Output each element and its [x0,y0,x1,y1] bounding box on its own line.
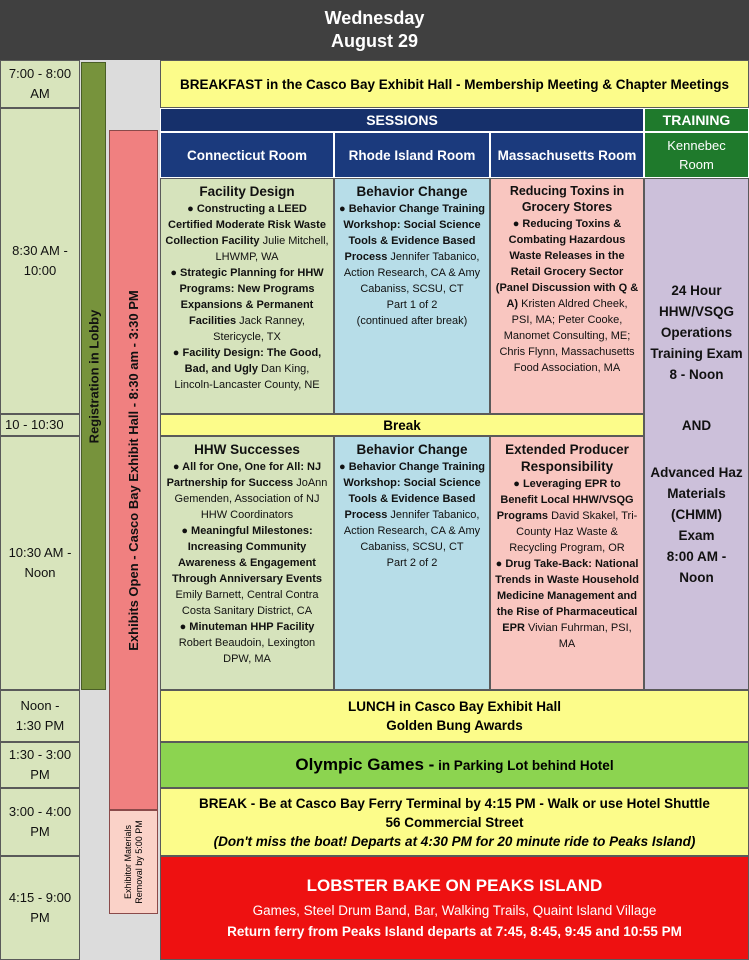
session-continued-note: (continued after break) [356,315,468,327]
time-label: 4:15 - 9:00 PM [8,890,72,925]
training-line: HHW/VSQG [658,304,734,319]
session-epr [490,436,644,690]
exhibitor-removal-box [109,810,158,914]
session-item [165,265,329,345]
training-and: AND [681,418,712,433]
session-hhw-successes [160,436,334,690]
room-label: Kennebec [667,138,726,153]
room-massachusetts [490,132,644,178]
exhibits-open-bar [109,130,158,810]
time-label: 8:30 AM - 10:00 [12,243,68,278]
talk-title: ● Strategic Planning for HHW Programs: New Programs Expansions & Permanent Facilities [170,267,324,327]
training-line: 8 - Noon [669,367,724,382]
talk-speaker: Julie Mitchell, LHWMP, WA [215,235,329,263]
ferry-warning: (Don't miss the boat! Departs at 4:30 PM for 20 minute ride to Peaks Island) [213,833,696,849]
olympic-games-row [160,742,749,788]
training-line: 24 Hour [671,283,722,298]
session-item [165,345,329,393]
session-item [339,459,485,555]
training-line: Exam [678,528,715,543]
talk-title: ● Meaningful Milestones: Increasing Community Awareness & Engagement Through Anniversary Events [172,525,322,585]
talk-title: ● Behavior Change Training Workshop: Social Science Tools & Evidence Based Process [339,203,486,263]
room-label: Rhode Island Room [348,147,476,163]
session-facility-design [160,178,334,414]
room-label: Room [679,157,714,172]
training-line: Advanced Haz [650,465,743,480]
training-line: 8:00 AM - [666,549,727,564]
session-item [495,216,639,376]
training-exam-block [644,178,749,690]
training-line: (CHMM) [671,507,722,522]
session-part: Part 1 of 2 [386,299,438,311]
session-behavior-change-1 [334,178,490,414]
training-line: Training Exam [650,346,743,361]
talk-speaker: Vivian Fuhrman, PSI, MA [527,622,632,650]
training-header [644,108,749,132]
time-label: Noon - 1:30 PM [15,698,65,733]
room-kennebec [644,132,749,178]
exhibits-open-label: Exhibits Open - Casco Bay Exhibit Hall - 8:30 am - 3:30 PM [126,289,141,651]
breakfast-row [160,60,749,108]
ferry-break-row [160,788,749,856]
olympic-location: in Parking Lot behind Hotel [434,758,614,773]
time-slot-morning [0,108,80,414]
session-item [165,201,329,265]
talk-speaker: David Skakel, Tri-County Haz Waste & Recycling Program, OR [509,510,638,554]
training-line: Materials [667,486,726,501]
exhibitor-removal-line-2: Removal by 5:00 PM [133,820,144,904]
session-item [495,556,639,652]
talk-speaker: Dan King, Lincoln-Lancaster County, NE [174,363,320,391]
lobster-title: LOBSTER BAKE ON PEAKS ISLAND [306,875,603,895]
talk-speaker: Robert Beaudoin, Lexington DPW, MA [178,637,316,665]
break-label: Break [383,417,421,433]
time-slot-break [0,414,80,436]
registration-bar [81,62,106,690]
talk-speaker: Jennifer Tabanico, Action Research, CA & Amy Cabaniss, SCSU, CT [343,251,481,295]
time-slot-lunch [0,690,80,742]
room-connecticut [160,132,334,178]
session-item [165,459,329,523]
talk-title: ● Facility Design: The Good, Bad, and Ugly [172,347,322,375]
time-slot-late-morning [0,436,80,690]
session-title: Behavior Change [356,184,468,199]
session-title: Facility Design [199,184,295,199]
time-label: 10 - 10:30 [5,417,64,432]
registration-label: Registration in Lobby [86,309,101,443]
talk-title: ● Drug Take-Back: National Trends in Waste Household Medicine Management and the Rise of Pharmaceutical EPR [495,558,639,634]
day-title: Wednesday [324,8,425,28]
breakfast-text: BREAKFAST in the Casco Bay Exhibit Hall - Membership Meeting & Chapter Meetings [179,76,730,92]
time-label: 3:00 - 4:00 PM [8,804,72,839]
session-title: Behavior Change [356,442,468,457]
talk-speaker: Emily Barnett, Central Contra Costa Sanitary District, CA [175,589,319,617]
olympic-title: Olympic Games - [295,755,435,774]
time-label: 10:30 AM - Noon [8,545,72,580]
talk-speaker: Jack Ranney, Stericycle, TX [213,315,305,343]
awards-text: Golden Bung Awards [386,718,523,733]
lobster-activities: Games, Steel Drum Band, Bar, Walking Trails, Quaint Island Village [252,902,657,918]
time-label: 1:30 - 3:00 PM [8,747,72,782]
exhibitor-removal-line-1: Exhibitor Materials [122,824,133,900]
lunch-row [160,690,749,742]
time-slot-lobster [0,856,80,960]
talk-title: ● Constructing a LEED Certified Moderate Risk Waste Collection Facility [165,203,326,247]
time-slot-olympics [0,742,80,788]
sessions-header [160,108,644,132]
training-line: Noon [679,570,714,585]
session-title: HHW Successes [194,442,300,457]
lobster-bake-row [160,856,749,960]
lunch-text: LUNCH in Casco Bay Exhibit Hall [347,699,562,714]
schedule-header [0,0,749,60]
ferry-address: 56 Commercial Street [385,814,524,830]
talk-title: ● Minuteman HHP Facility [179,621,315,633]
talk-title: ● Behavior Change Training Workshop: Social Science Tools & Evidence Based Process [339,461,486,521]
time-slot-ferry [0,788,80,856]
room-label: Connecticut Room [187,147,307,163]
talk-speaker: Jennifer Tabanico, Action Research, CA & Amy Cabaniss, SCSU, CT [343,509,481,553]
session-item [339,201,485,297]
room-rhode-island [334,132,490,178]
date-title: August 29 [330,31,418,51]
training-line: Operations [660,325,733,340]
talk-title: ● Leveraging EPR to Benefit Local HHW/VSQG Programs [496,478,634,522]
talk-speaker: Kristen Aldred Cheek, PSI, MA; Peter Cooke, Manomet Consulting, ME; Chris Flynn, Massachusetts Food Association, MA [499,298,635,374]
session-title: Extended Producer Responsibility [505,442,629,474]
talk-title: ● Reducing Toxins & Combating Hazardous Waste Releases in the Retail Grocery Sector (Panel Discussion with Q & A) [495,218,639,310]
exhibitor-removal-text [123,820,145,904]
session-part: Part 2 of 2 [386,557,438,569]
talk-title: ● All for One, One for All: NJ Partnership for Success [166,461,322,489]
session-item [495,476,639,556]
ferry-instructions: BREAK - Be at Casco Bay Ferry Terminal by 4:15 PM - Walk or use Hotel Shuttle [199,795,710,811]
training-label: TRAINING [662,112,731,128]
sessions-label: SESSIONS [366,112,438,128]
lobster-return-ferry: Return ferry from Peaks Island departs at 7:45, 8:45, 9:45 and 10:55 PM [227,923,682,939]
session-item [165,619,329,667]
olympic-text [295,755,613,775]
room-label: Massachusetts Room [497,147,637,163]
session-reducing-toxins [490,178,644,414]
time-label: 7:00 - 8:00 AM [8,66,72,101]
time-slot-breakfast [0,60,80,108]
talk-speaker: JoAnn Gemenden, Association of NJ HHW Coordinators [174,477,328,521]
session-item [165,523,329,619]
session-behavior-change-2 [334,436,490,690]
break-row [160,414,644,436]
session-title: Reducing Toxins in Grocery Stores [509,184,625,214]
